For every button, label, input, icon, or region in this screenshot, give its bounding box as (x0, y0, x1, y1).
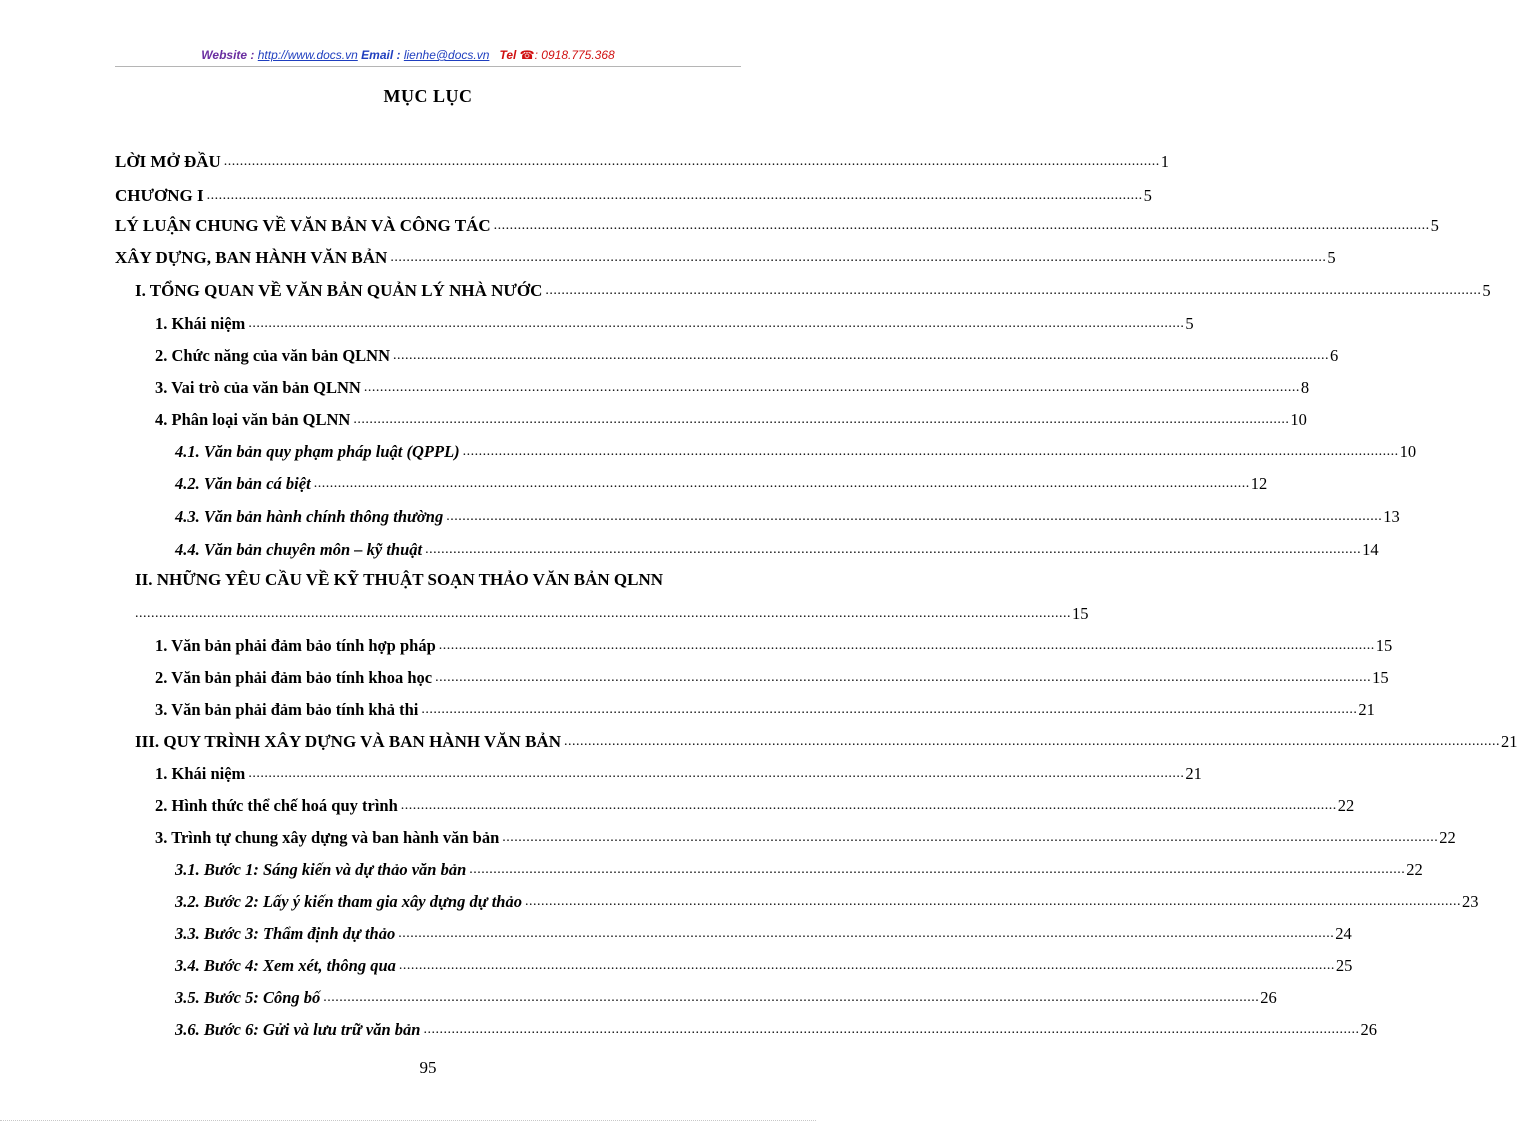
toc-entry-label: 3. Văn bản phải đảm bảo tính khả thi (155, 700, 419, 719)
toc-leader: .......................................................................................................................................................................................................................................... (353, 412, 1290, 427)
toc-entry-page: 22 (1337, 796, 1355, 815)
toc-entry-page: 10 (1290, 410, 1307, 429)
toc-entry-page: 5 (1482, 281, 1491, 300)
toc-entry-page: 8 (1300, 378, 1310, 397)
toc-entry[interactable] (175, 984, 1277, 1008)
toc-entry-page: 5 (1185, 314, 1194, 333)
toc-entry-page: 13 (1383, 507, 1400, 526)
toc-entry[interactable] (135, 277, 1491, 301)
toc-entry-label: 3.1. Bước 1: Sáng kiến và dự thảo văn bản (175, 860, 467, 879)
toc-leader: .......................................................................................................................................................................................................................................... (446, 509, 1383, 524)
toc-entry-page: 1 (1160, 152, 1170, 171)
toc-entry-page: 24 (1335, 924, 1352, 943)
toc-entry[interactable] (155, 760, 1202, 784)
toc-leader: .......................................................................................................................................................................................................................................... (313, 476, 1250, 491)
toc-entry-page: 5 (1327, 248, 1336, 267)
email-link[interactable]: lienhe@docs.vn (403, 48, 490, 62)
toc-leader: .......................................................................................................................................................................................................................................... (524, 894, 1461, 909)
toc-entry[interactable] (155, 310, 1194, 334)
toc-entry-page: 15 (1372, 668, 1389, 687)
toc-entry[interactable] (115, 212, 1439, 236)
toc-entry[interactable] (175, 920, 1352, 944)
toc-entry-label: 1. Văn bản phải đảm bảo tính hợp pháp (155, 636, 436, 655)
toc-entry-label: 2. Hình thức thể chế hoá quy trình (155, 796, 398, 815)
toc-entry-label: 3.3. Bước 3: Thẩm định dự thảo (175, 924, 396, 943)
toc-entry-label: III. QUY TRÌNH XÂY DỰNG VÀ BAN HÀNH VĂN BẢN (135, 732, 561, 751)
toc-leader: .......................................................................................................................................................................................................................................... (398, 958, 1335, 973)
toc-leader: .......................................................................................................................................................................................................................................... (423, 1022, 1360, 1037)
toc-leader: .......................................................................................................................................................................................................................................... (438, 638, 1375, 653)
toc-entry-page: 10 (1399, 442, 1417, 461)
toc-entry-page: 26 (1260, 988, 1277, 1007)
toc-leader: .......................................................................................................................................................................................................................................... (323, 990, 1260, 1005)
toc-entry[interactable] (155, 664, 1389, 688)
toc-entry-label: XÂY DỰNG, BAN HÀNH VĂN BẢN (115, 248, 388, 267)
toc-leader: .......................................................................................................................................................................................................................................... (390, 250, 1327, 265)
toc-entry-label: 3.2. Bước 2: Lấy ý kiến tham gia xây dựng dự thảo (175, 892, 522, 911)
phone-number: : 0918.775.368 (534, 48, 615, 62)
toc-entry-label: 3.5. Bước 5: Công bố (175, 988, 321, 1007)
toc-entry[interactable] (175, 1016, 1377, 1040)
toc-entry-page: 26 (1360, 1020, 1377, 1039)
toc-entry-label: CHƯƠNG I (115, 186, 204, 205)
toc-entry-page: 5 (1430, 216, 1439, 235)
toc-entry-page: 23 (1461, 892, 1479, 911)
toc-entry-label: LỜI MỞ ĐẦU (115, 152, 221, 171)
toc-leader: .......................................................................................................................................................................................................................................... (223, 154, 1160, 169)
toc-entry-page: 21 (1500, 732, 1517, 751)
phone-label: Tel ☎ (499, 48, 535, 62)
toc-entry[interactable] (135, 566, 738, 590)
toc-entry-label: 3. Vai trò của văn bản QLNN (155, 378, 361, 397)
toc-entry[interactable] (175, 856, 1423, 880)
toc-leader: .......................................................................................................................................................................................................................................... (393, 348, 1329, 363)
toc-entry-page: 6 (1330, 346, 1339, 365)
toc-entry-label: I. TỔNG QUAN VỀ VĂN BẢN QUẢN LÝ NHÀ NƯỚC (135, 281, 543, 300)
website-label: Website : (201, 48, 255, 62)
toc-entry-label: 3.6. Bước 6: Gửi và lưu trữ văn bản (175, 1020, 421, 1039)
toc-entry[interactable] (115, 182, 1152, 206)
toc-entry[interactable] (135, 728, 1517, 752)
toc-entry-page: 12 (1250, 474, 1268, 493)
toc-entry-page: 22 (1439, 828, 1456, 847)
toc-entry-page: 15 (1375, 636, 1393, 655)
toc-leader: .......................................................................................................................................................................................................................................... (398, 926, 1335, 941)
toc-entry[interactable] (175, 536, 1379, 560)
toc-entry-page: 21 (1358, 700, 1375, 719)
toc-leader: .......................................................................................................................................................................................................................................... (421, 702, 1358, 717)
toc-leader: .......................................................................................................................................................................................................................................... (462, 444, 1399, 459)
toc-entry-label: 1. Khái niệm (155, 764, 246, 783)
toc-leader: .......................................................................................................................................................................................................................................... (248, 766, 1185, 781)
toc-entry-label: 3.4. Bước 4: Xem xét, thông qua (175, 956, 396, 975)
toc-entry[interactable] (115, 148, 1170, 172)
toc-entry[interactable] (155, 792, 1355, 816)
toc-entry[interactable] (155, 696, 1375, 720)
toc-entry[interactable] (115, 244, 1336, 268)
toc-leader: .......................................................................................................................................................................................................................................... (493, 218, 1430, 233)
toc-entry-label: 2. Văn bản phải đảm bảo tính khoa học (155, 668, 433, 687)
toc-entry[interactable] (175, 438, 1417, 462)
toc-entry[interactable] (155, 632, 1393, 656)
toc-entry-label: 1. Khái niệm (155, 314, 246, 333)
toc-leader: .......................................................................................................................................................................................................................................... (545, 283, 1482, 298)
page-title: MỤC LỤC (383, 86, 473, 106)
toc-entry-label: 4. Phân loại văn bản QLNN (155, 410, 351, 429)
toc-leader: .......................................................................................................................................................................................................................................... (502, 830, 1439, 845)
toc-entry[interactable] (155, 342, 1339, 366)
toc-entry-page: 25 (1335, 956, 1353, 975)
toc-leader: .......................................................................................................................................................................................................................................... (563, 734, 1500, 749)
toc-entry[interactable] (175, 470, 1268, 494)
toc-entry[interactable] (155, 374, 1310, 398)
toc-leader: .......................................................................................................................................................................................................................................... (248, 316, 1185, 331)
toc-entry-label: II. NHỮNG YÊU CẦU VỀ KỸ THUẬT SOẠN THẢO VĂN BẢN QLNN (135, 570, 664, 589)
toc-entry-label: 3. Trình tự chung xây dựng và ban hành văn bản (155, 828, 500, 847)
page-bottom-border (0, 1120, 816, 1121)
toc-leader: .......................................................................................................................................................................................................................................... (363, 380, 1300, 395)
toc-entry-page: 22 (1406, 860, 1423, 879)
website-link[interactable]: http://www.docs.vn (257, 48, 358, 62)
toc-entry-label: 4.1. Văn bản quy phạm pháp luật (QPPL) (175, 442, 460, 461)
toc-entry[interactable] (175, 888, 1479, 912)
toc-entry[interactable] (155, 824, 1456, 848)
toc-leader: .......................................................................................................................................................................................................................................... (425, 542, 1362, 557)
toc-entry-page: 14 (1362, 540, 1379, 559)
toc-entry-continuation[interactable] (135, 600, 1089, 624)
toc-entry[interactable] (155, 406, 1307, 430)
toc-entry[interactable] (175, 503, 1400, 527)
toc-entry-label: 4.4. Văn bản chuyên môn – kỹ thuật (175, 540, 423, 559)
email-label: Email : (361, 48, 401, 62)
toc-entry-label: 4.3. Văn bản hành chính thông thường (175, 507, 444, 526)
toc-entry-page: 21 (1185, 764, 1202, 783)
toc-leader: .......................................................................................................................................................................................................................................... (435, 670, 1372, 685)
toc-entry-page: 15 (1072, 604, 1089, 623)
toc-entry-label: 4.2. Văn bản cá biệt (175, 474, 311, 493)
toc-leader: .......................................................................................................................................................................................................................................... (135, 606, 1071, 621)
toc-entry-page: 5 (1143, 186, 1152, 205)
toc-entry-label: LÝ LUẬN CHUNG VỀ VĂN BẢN VÀ CÔNG TÁC (115, 216, 491, 235)
toc-entry[interactable] (175, 952, 1353, 976)
toc-leader: .......................................................................................................................................................................................................................................... (469, 862, 1406, 877)
page-number: 95 (419, 1058, 437, 1077)
toc-leader: .......................................................................................................................................................................................................................................... (400, 798, 1337, 813)
toc-leader: .......................................................................................................................................................................................................................................... (206, 188, 1143, 203)
toc-entry-label: 2. Chức năng của văn bản QLNN (155, 346, 390, 365)
